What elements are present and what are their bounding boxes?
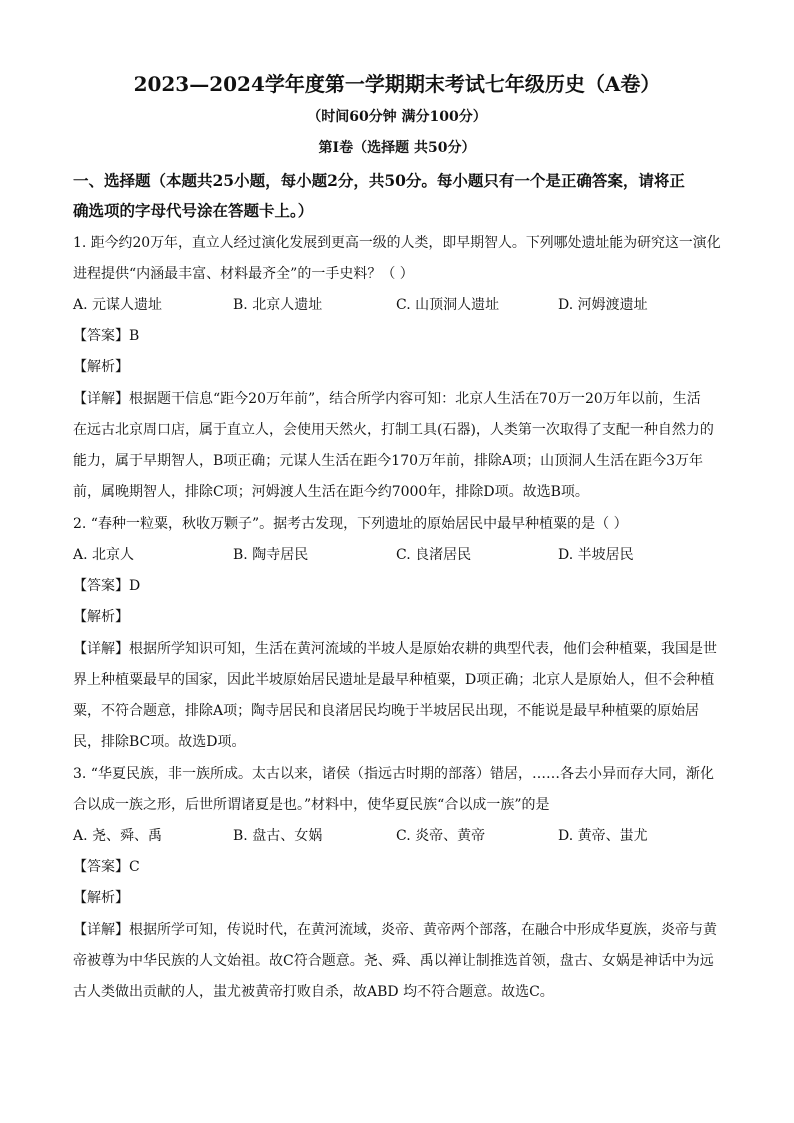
q3-stem-line-2: 合以成一族之形，后世所谓诸夏是也。”材料中，使华夏民族“合以成一族”的是 — [73, 797, 550, 813]
q2-stem-line-1: 2. “春种一粒粟，秋收万颗子”。据考古发现，下列遗址的原始居民中最早种植粟的是（ ） — [73, 516, 628, 532]
q1-detail-line-1: 【详解】根据题干信息“距今20万年前”，结合所学内容可知：北京人生活在70万一20万年以前，生活 — [73, 391, 701, 407]
q3-option-c: C. 炎帝、黄帝 — [396, 828, 486, 844]
q1-option-b: B. 北京人遗址 — [233, 297, 323, 313]
q2-option-b: B. 陶寺居民 — [233, 547, 309, 563]
q1-analysis-label: 【解析】 — [73, 359, 129, 375]
q3-stem-line-1: 3. “华夏民族，非一族所成。太古以来，诸侯（指远古时期的部落）错居，……各去小异而存大同，渐化 — [73, 766, 714, 782]
q2-answer: 【答案】D — [73, 578, 141, 594]
exam-title: 2023—2024学年度第一学期期末考试七年级历史（A卷） — [133, 72, 661, 96]
q3-detail-line-3: 古人类做出贡献的人，蚩尤被黄帝打败自杀，故ABD 均不符合题意。故选C。 — [73, 984, 554, 1000]
q2-detail-line-4: 民，排除BC项。故选D项。 — [73, 734, 246, 750]
q3-option-a: A. 尧、舜、禹 — [73, 828, 163, 844]
q2-option-a: A. 北京人 — [73, 547, 135, 563]
q1-stem-line-2: 进程提供“内涵最丰富、材料最齐全”的一手史料？（ ） — [73, 266, 414, 282]
q1-detail-line-4: 前，属晚期智人，排除C项；河姆渡人生活在距今约7000年，排除D项。故选B项。 — [73, 484, 589, 500]
q3-analysis-label: 【解析】 — [73, 890, 129, 906]
q1-option-d: D. 河姆渡遗址 — [558, 297, 648, 313]
section-intro-line-2: 确选项的字母代号涂在答题卡上。） — [73, 201, 314, 220]
q2-analysis-label: 【解析】 — [73, 609, 129, 625]
q2-option-c: C. 良渚居民 — [396, 547, 472, 563]
q2-option-d: D. 半坡居民 — [558, 547, 634, 563]
q2-detail-line-3: 粟，不符合题意，排除A项；陶寺居民和良渚居民均晚于半坡居民出现，不能说是最早种植粟的原始居 — [73, 703, 700, 719]
q1-option-a: A. 元谋人遗址 — [73, 297, 163, 313]
q3-answer: 【答案】C — [73, 859, 140, 875]
q1-answer: 【答案】B — [73, 328, 140, 344]
q3-detail-line-2: 帝被尊为中华民族的人文始祖。故C符合题意。尧、舜、禹以禅让制推选首领，盘古、女娲是神话中为远 — [73, 953, 714, 969]
q3-option-d: D. 黄帝、蚩尤 — [558, 828, 648, 844]
q2-detail-line-1: 【详解】根据所学知识可知，生活在黄河流域的半坡人是原始农耕的典型代表，他们会种植粟，我国是世 — [73, 641, 717, 657]
q3-detail-line-1: 【详解】根据所学可知，传说时代，在黄河流域，炎帝、黄帝两个部落，在融合中形成华夏族，炎帝与黄 — [73, 922, 717, 938]
exam-subtitle: （时间60分钟 满分100分） — [307, 109, 487, 125]
q1-stem-line-1: 1. 距今约20万年，直立人经过演化发展到更高一级的人类，即早期智人。下列哪处遗址能为研究这一演化 — [73, 235, 721, 251]
q1-option-c: C. 山顶洞人遗址 — [396, 297, 500, 313]
q1-detail-line-2: 在远古北京周口店，属于直立人，会使用天然火，打制工具(石器)，人类第一次取得了支配一种自然力的 — [73, 422, 714, 438]
q2-detail-line-2: 界上种植粟最早的国家，因此半坡原始居民遗址是最早种植粟，D项正确；北京人是原始人，但不会种植 — [73, 672, 715, 688]
volume-heading: 第Ⅰ卷（选择题 共50分） — [318, 140, 476, 156]
q3-option-b: B. 盘古、女娲 — [233, 828, 323, 844]
section-intro-line-1: 一、选择题（本题共25小题，每小题2分，共50分。每小题只有一个是正确答案，请将正 — [73, 171, 685, 190]
q1-detail-line-3: 能力，属于早期智人，B项正确；元谋人生活在距今170万年前，排除A项；山顶洞人生活在距今3万年 — [73, 453, 704, 469]
